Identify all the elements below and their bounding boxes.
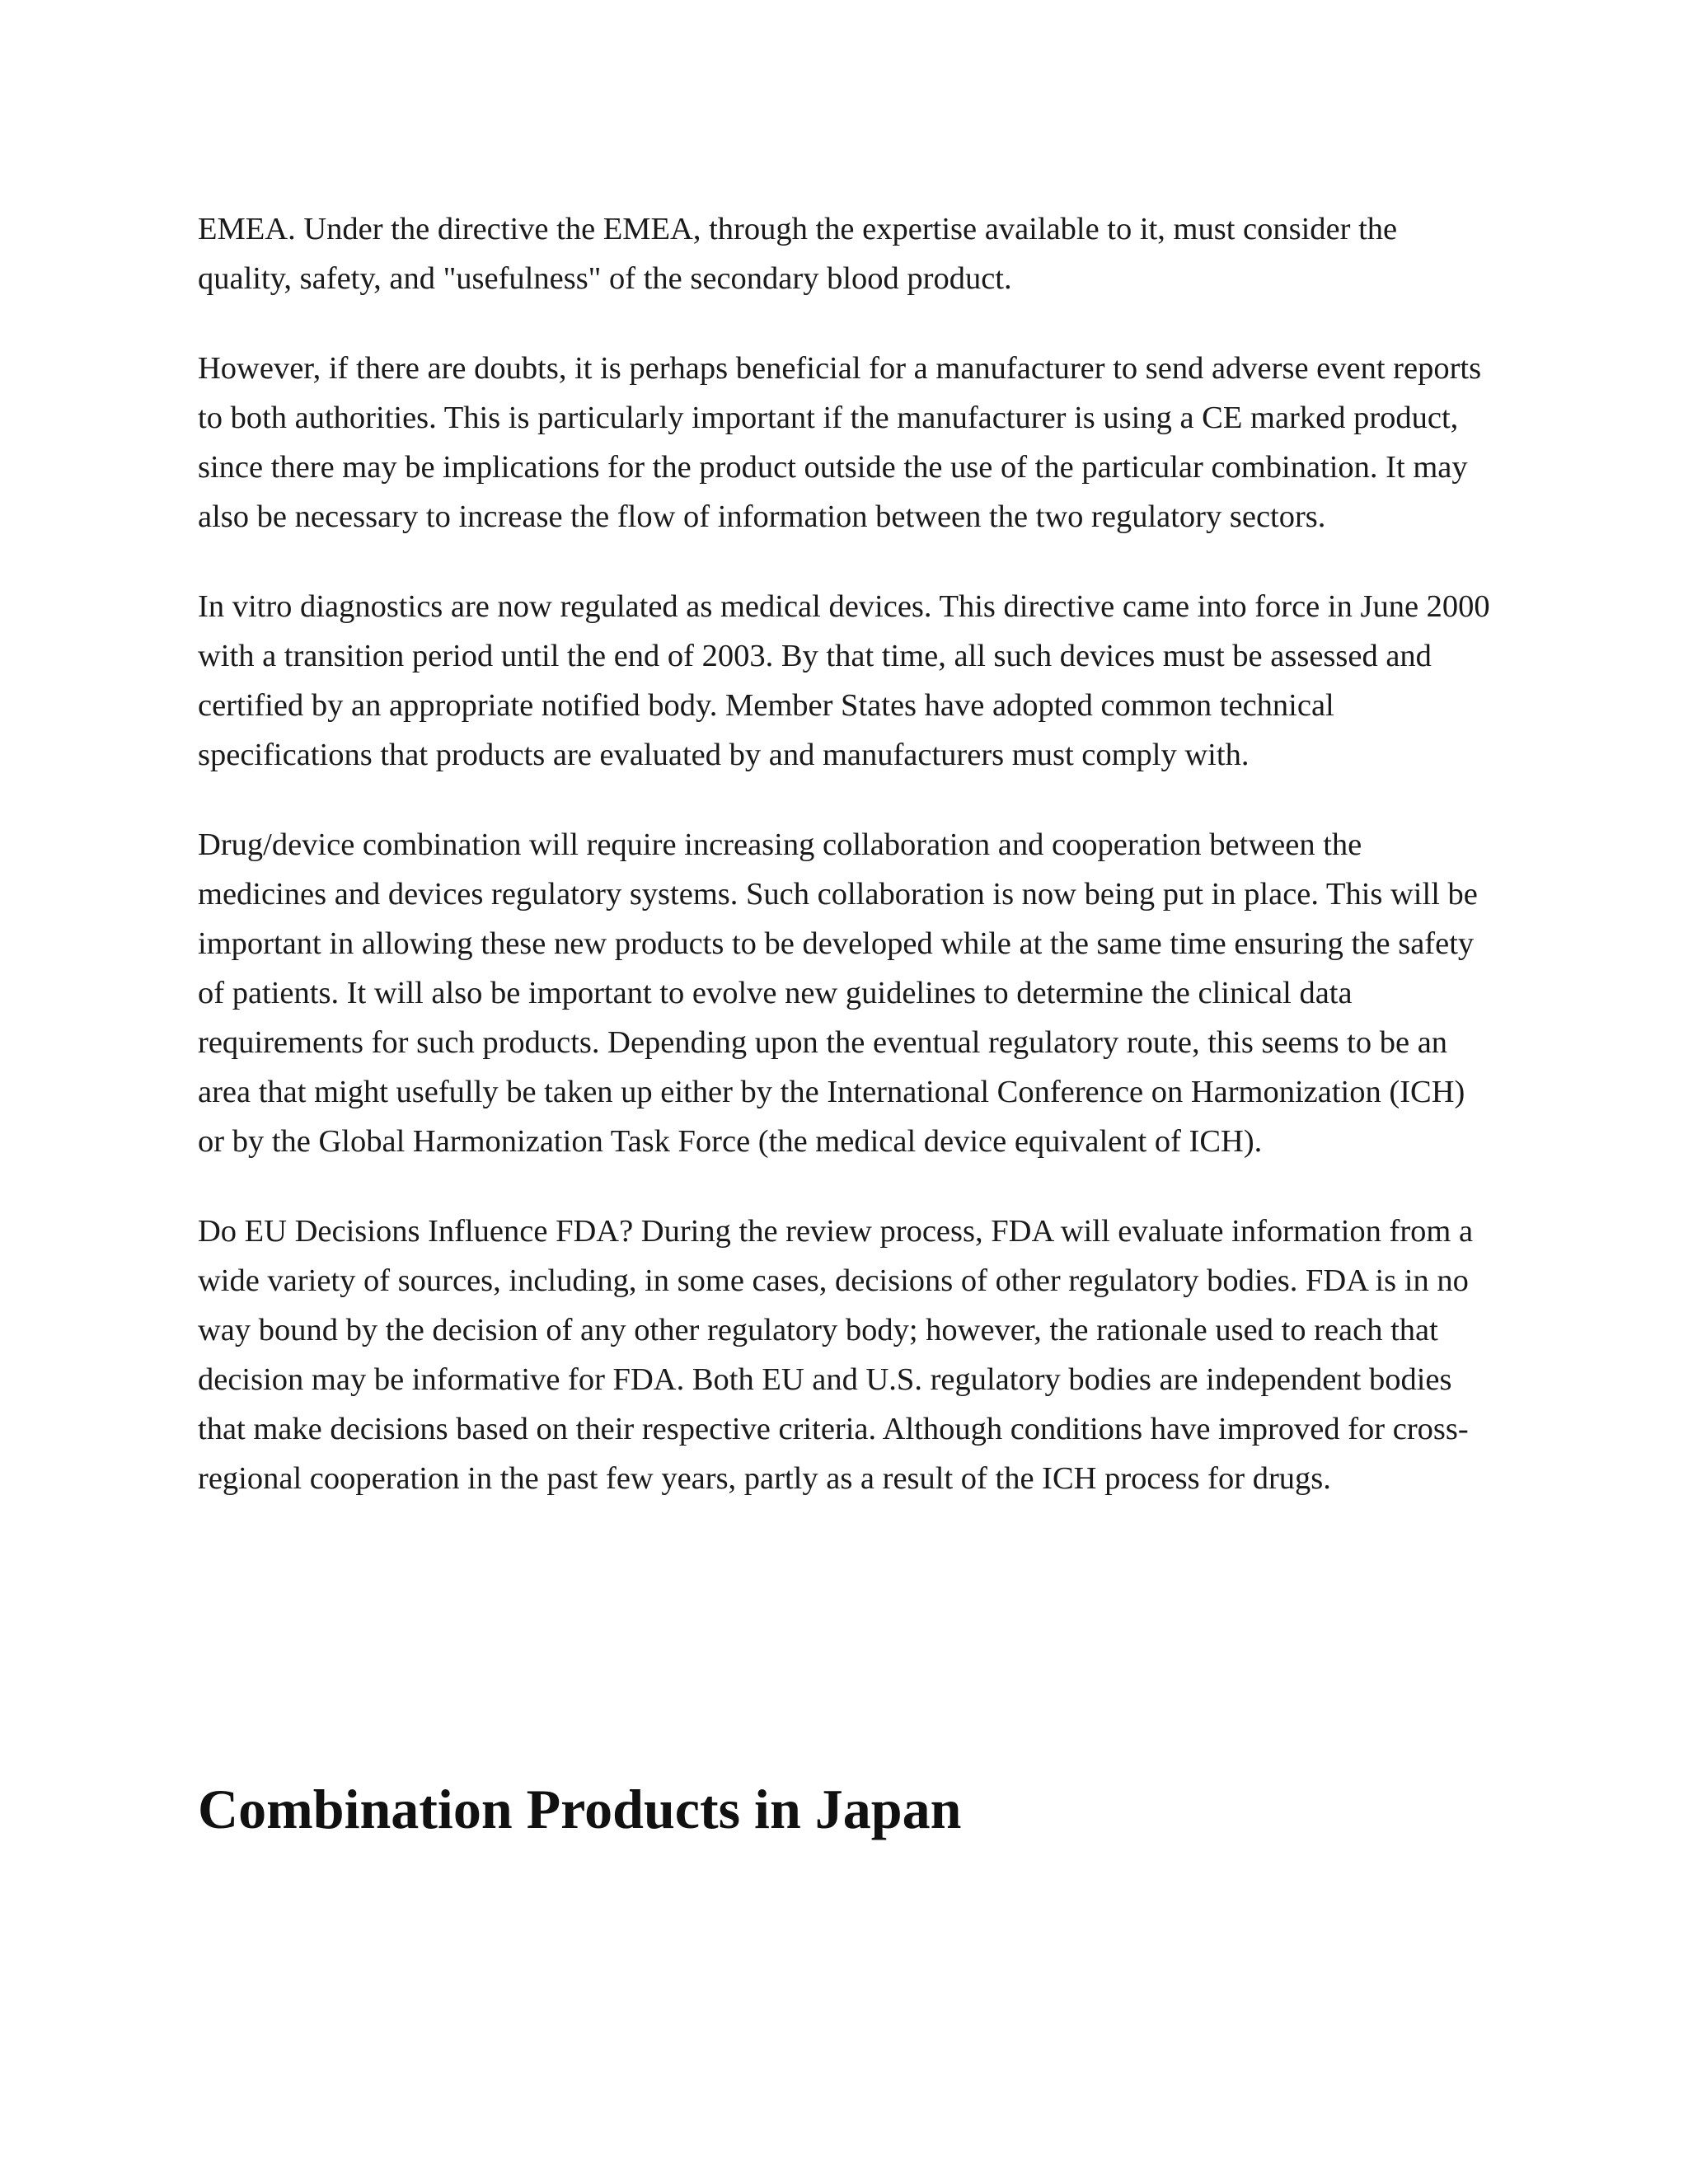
paragraph-in-vitro-diagnostics: In vitro diagnostics are now regulated as medical devices. This directive came into force in June 2000 with a transition period until the end of 2003. By that time, all such devices must be assessed and certified by an appropriate notified body. Member States have adopted common technical specifications that products are evaluated by and manufacturers must comply with. [198,589,1490,772]
section-heading: Combination Products in Japan [198,1778,962,1840]
paragraph-adverse-event-reports: However, if there are doubts, it is perhaps beneficial for a manufacturer to send adverse event reports to both authorities. This is particularly important if the manufacturer is using a CE marked product, since there may be implications for the product outside the use of the particular combination. It may also be necessary to increase the flow of information between the two regulatory sectors. [198,351,1482,534]
paragraph-eu-decisions-fda: Do EU Decisions Influence FDA? During the review process, FDA will evaluate information from a wide variety of sources, including, in some cases, decisions of other regulatory bodies. FDA is in no way bound by the decision of any other regulatory body; however, the rationale used to reach that decision may be informative for FDA. Both EU and U.S. regulatory bodies are independent bodies that make decisions based on their respective criteria. Although conditions have improved for cross-regional cooperation in the past few years, partly as a result of the ICH process for drugs. [198,1214,1474,1496]
body-text [198,204,1496,1544]
paragraph-emea-directive: EMEA. Under the directive the EMEA, through the expertise available to it, must consider the quality, safety, and "usefulness" of the secondary blood product. [198,212,1398,296]
paragraph-drug-device-combination: Drug/device combination will require increasing collaboration and cooperation between the medicines and devices regulatory systems. Such collaboration is now being put in place. This will be important in allowing these new products to be developed while at the same time ensuring the safety of patients. It will also be important to evolve new guidelines to determine the clinical data requirements for such products. Depending upon the eventual regulatory route, this seems to be an area that might usefully be taken up either by the International Conference on Harmonization (ICH) or by the Global Harmonization Task Force (the medical device equivalent of ICH). [198,827,1478,1159]
